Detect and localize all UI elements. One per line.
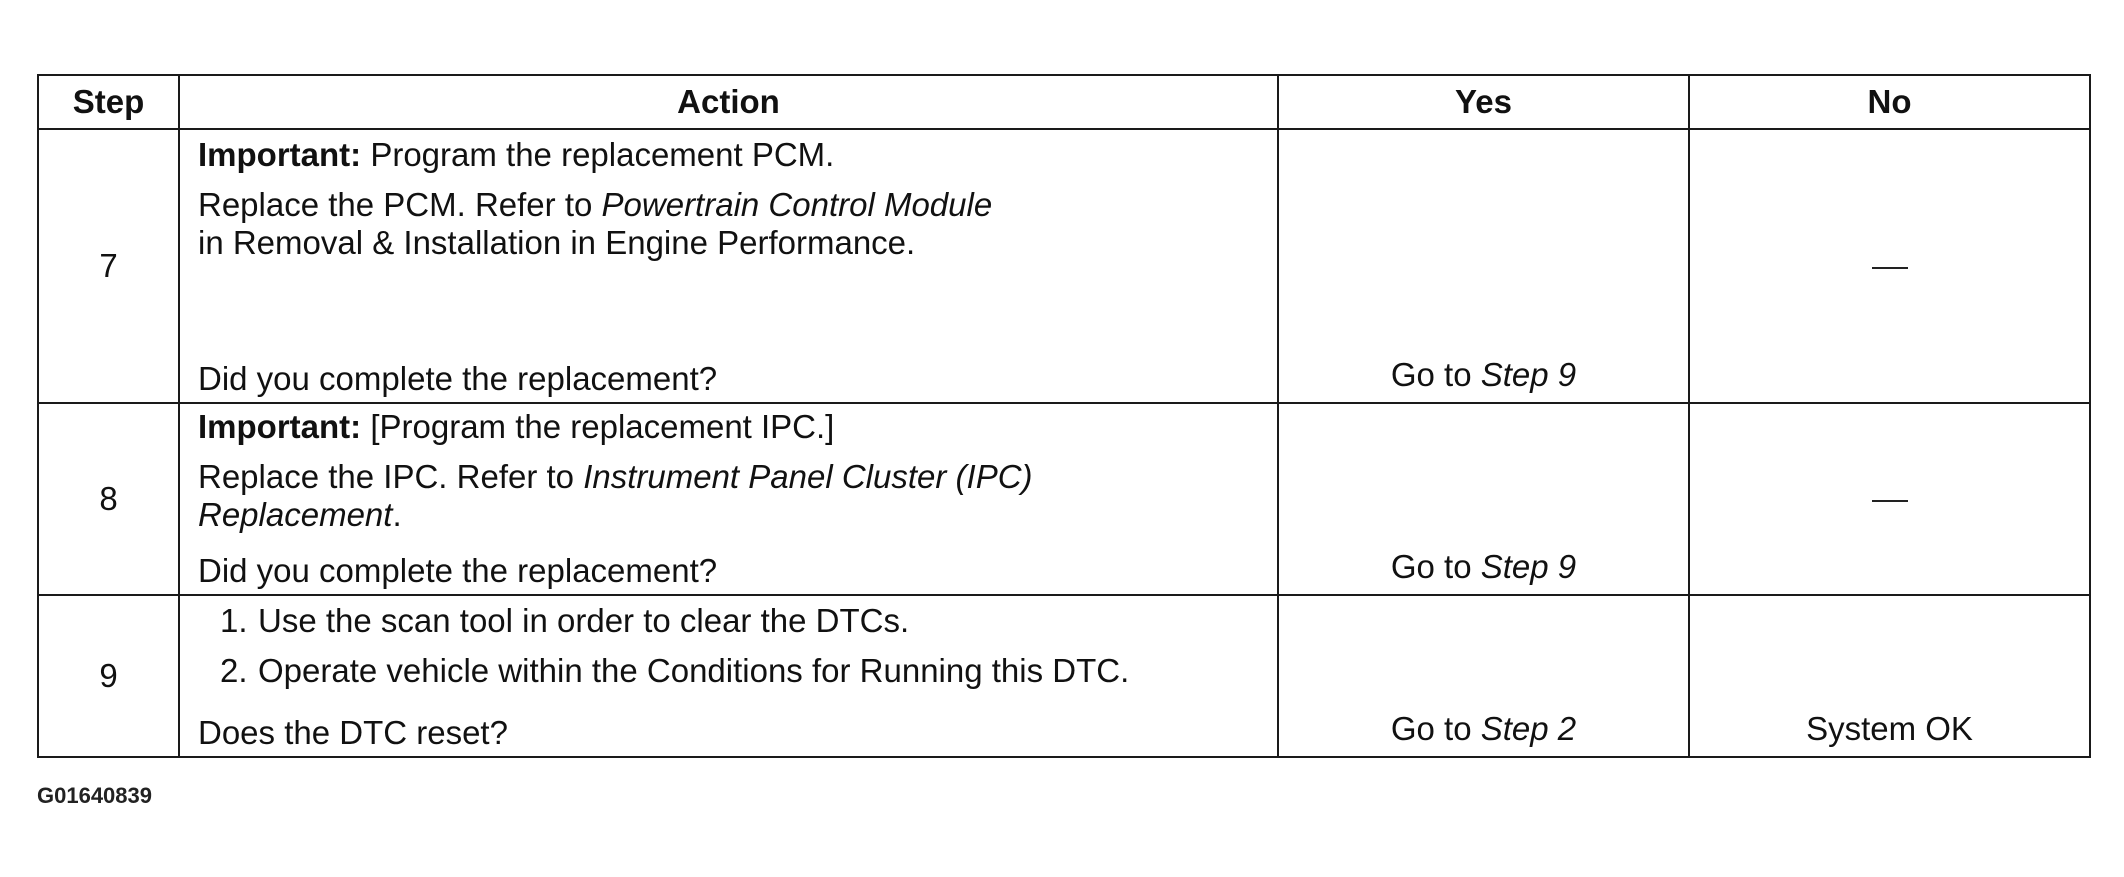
header-yes: Yes [1278,75,1689,129]
yes-step-link: Step 2 [1480,710,1577,747]
dash-icon [1872,267,1908,269]
step-number: 7 [38,129,179,403]
action-suffix: . [392,496,402,533]
important-text: [Program the replacement IPC.] [361,408,835,445]
list-item [220,652,1263,690]
step-number: 9 [38,595,179,757]
list-marker: 1. [220,602,248,639]
list-text: Use the scan tool in order to clear the DTCs. [258,602,910,639]
action-instruction [198,186,1263,262]
yes-step-link: Step 9 [1480,548,1577,585]
action-instruction [198,458,1263,534]
table-row [38,595,2090,757]
table-header-row [38,75,2090,129]
yes-cell [1278,595,1689,757]
important-text: Program the replacement PCM. [361,136,835,173]
yes-cell [1278,403,1689,595]
yes-prefix: Go to [1390,710,1481,747]
table-row [38,129,2090,403]
yes-prefix: Go to [1390,548,1481,585]
action-steps-list [198,602,1263,702]
yes-prefix: Go to [1390,356,1481,393]
header-no: No [1689,75,2090,129]
important-note [198,136,1263,174]
no-result-text: System OK [1806,710,1973,747]
action-cell [179,403,1278,595]
no-cell [1689,129,2090,403]
step-number: 8 [38,403,179,595]
list-text: Operate vehicle within the Conditions for Running this DTC. [258,652,1130,689]
no-cell [1689,403,2090,595]
action-reference: Powertrain Control Module [601,186,993,223]
action-cell [179,129,1278,403]
header-step: Step [38,75,179,129]
no-cell [1689,595,2090,757]
action-question: Does the DTC reset? [198,714,508,751]
action-cell [179,595,1278,757]
yes-cell [1278,129,1689,403]
diagnostic-table [37,74,2091,758]
action-question: Did you complete the replacement? [198,552,718,589]
dash-icon [1872,500,1908,502]
important-label: Important: [198,408,362,445]
action-prefix: Replace the PCM. Refer to [198,186,602,223]
list-marker: 2. [220,652,248,689]
figure-id: G01640839 [37,783,152,808]
important-note [198,408,1263,446]
header-action: Action [179,75,1278,129]
yes-step-link: Step 9 [1480,356,1577,393]
list-item [220,602,1263,640]
action-question: Did you complete the replacement? [198,360,718,397]
action-suffix: in Removal & Installation in Engine Performance. [198,224,916,261]
table-row [38,403,2090,595]
action-prefix: Replace the IPC. Refer to [198,458,584,495]
action-reference: Instrument Panel Cluster (IPC) [583,458,1033,495]
important-label: Important: [198,136,362,173]
action-reference-cont: Replacement [198,496,393,533]
